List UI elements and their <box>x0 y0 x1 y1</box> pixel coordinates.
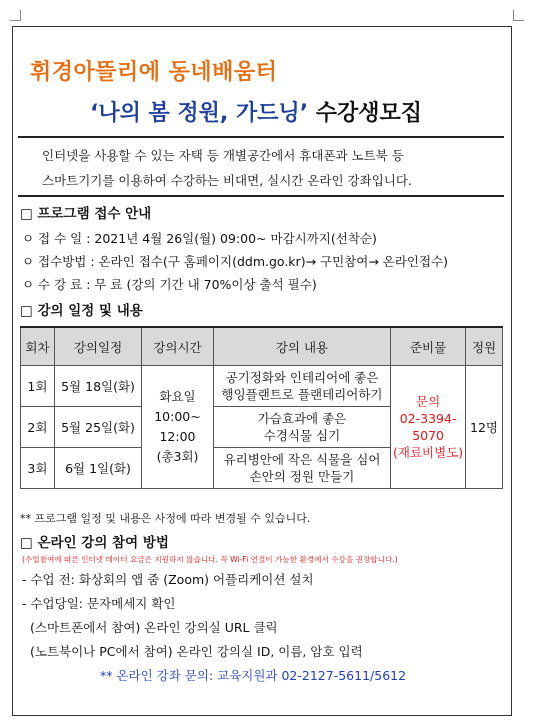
footer-contact: ** 온라인 강좌 문의: 교육지원과 02-2127-5611/5612 <box>100 668 407 683</box>
time-end: 12:00 <box>159 429 196 444</box>
title-line2 <box>90 96 422 127</box>
schedule-table <box>20 326 503 489</box>
materials-note: (재료비별도) <box>393 445 464 460</box>
registration-fee: ㅇ 수 강 료 : 무 료 (강의 기간 내 70%이상 출석 필수) <box>22 277 317 292</box>
course-title: ‘나의 봄 정원, 가드닝’ <box>90 101 309 126</box>
intro-line-1: 인터넷을 사용할 수 있는 자택 등 개별공간에서 휴대폰과 노트북 등 <box>42 148 404 163</box>
session-number: 2회 <box>21 407 55 448</box>
step-class-day: - 수업당일: 문자메세지 확인 <box>22 596 176 611</box>
session-topic <box>213 407 390 448</box>
time-start: 10:00~ <box>154 409 201 424</box>
session-date: 5월 25일(화) <box>54 407 141 448</box>
step-before-class: - 수업 전: 화상회의 앱 줌 (Zoom) 어플리케이션 설치 <box>22 572 314 587</box>
schedule-change-note: ** 프로그램 일정 및 내용은 사정에 따라 변경될 수 있습니다. <box>20 512 311 525</box>
step-smartphone: (스마트폰에서 참여) 온라인 강의실 URL 클릭 <box>30 620 278 635</box>
col-header-session: 회차 <box>21 327 55 366</box>
topic-line: 수경식물 심기 <box>263 428 341 443</box>
session-number: 3회 <box>21 448 55 489</box>
topic-line: 손안의 정원 만들기 <box>249 469 355 484</box>
session-topic <box>213 366 390 407</box>
session-time <box>142 366 214 489</box>
section-heading-registration: □ 프로그램 접수 안내 <box>20 206 152 222</box>
table-header-row <box>21 327 503 366</box>
session-date: 6월 1일(화) <box>54 448 141 489</box>
col-header-materials: 준비물 <box>391 327 466 366</box>
section-heading-online: □ 온라인 강의 참여 방법 <box>20 535 169 551</box>
time-total: (총3회) <box>156 449 199 464</box>
intro-line-2: 스마트기기를 이용하여 수강하는 비대면, 실시간 온라인 강좌입니다. <box>42 173 412 188</box>
materials-inquiry: 문의 <box>416 394 441 409</box>
col-header-content: 강의 내용 <box>213 327 390 366</box>
materials-cell <box>391 366 466 489</box>
session-topic <box>213 448 390 489</box>
registration-method: ㅇ 접수방법 : 온라인 접수(구 홈페이지(ddm.go.kr)→ 구민참여→ 온라인접수) <box>22 254 449 269</box>
data-fee-warning: (수업참여에 따른 인터넷 데이터 요금은 지원하지 않습니다. 꼭 Wi-Fi 연결이 가능한 환경에서 수강을 권장합니다.) <box>22 555 398 564</box>
session-number: 1회 <box>21 366 55 407</box>
topic-line: 가습효과에 좋은 <box>257 411 347 426</box>
page-corner-mark <box>10 10 21 21</box>
registration-date: ㅇ 접 수 일 : 2021년 4월 26일(월) 09:00~ 마감시까지(선착순) <box>22 231 377 246</box>
time-day: 화요일 <box>159 389 196 404</box>
topic-line: 행잉플랜트로 플랜테리어하기 <box>221 387 383 402</box>
materials-phone: 02-3394-5070 <box>399 411 457 443</box>
col-header-date: 강의일정 <box>54 327 141 366</box>
step-laptop: (노트북이나 PC에서 참여) 온라인 강의실 ID, 이름, 암호 입력 <box>30 644 363 659</box>
section-heading-schedule: □ 강의 일정 및 내용 <box>20 303 143 319</box>
session-date: 5월 18일(화) <box>54 366 141 407</box>
page-corner-mark <box>513 10 524 21</box>
table-row <box>21 366 503 407</box>
capacity-cell: 12명 <box>466 366 503 489</box>
topic-line: 공기정화와 인테리어에 좋은 <box>225 370 379 385</box>
title-line1: 휘경아뜰리에 동네배움터 <box>30 60 278 85</box>
col-header-time: 강의시간 <box>142 327 214 366</box>
col-header-capacity: 정원 <box>466 327 503 366</box>
recruit-label: 수강생모집 <box>308 101 422 126</box>
topic-line: 유리병안에 작은 식물을 심어 <box>223 452 381 467</box>
